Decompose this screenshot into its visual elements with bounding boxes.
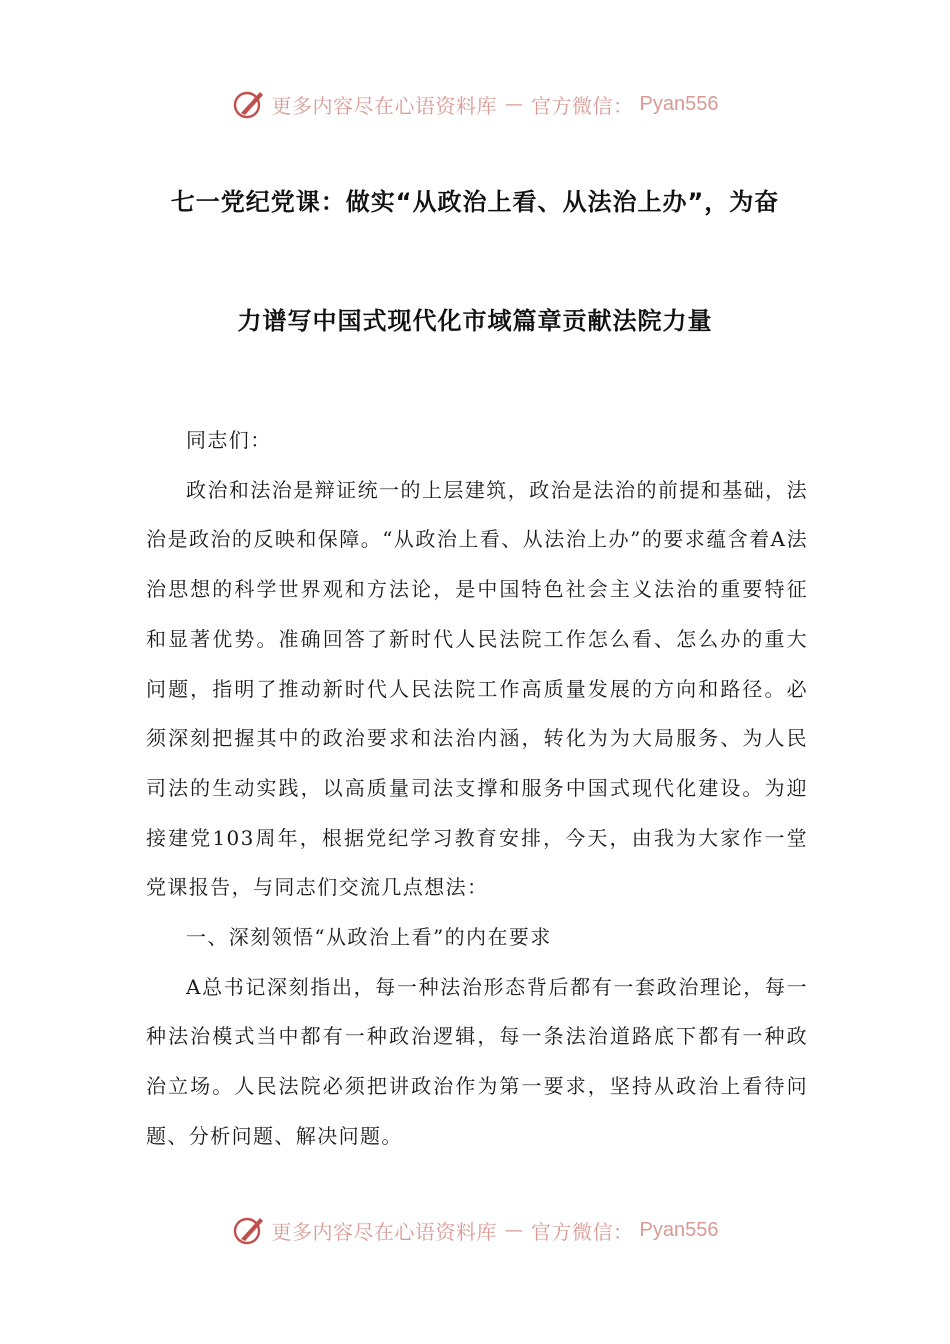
document-body [146, 416, 808, 1162]
quill-logo-icon [232, 87, 266, 121]
watermark-site-text: 更多内容尽在心语资料库 [271, 1219, 498, 1244]
greeting: 同志们： [186, 428, 272, 452]
watermark-site-text: 更多内容尽在心语资料库 [271, 93, 498, 118]
watermark-separator: — [505, 1219, 524, 1241]
watermark-separator: — [505, 93, 524, 115]
header-watermark [0, 86, 950, 122]
document-title-line-2: 力谱写中国式现代化市域篇章贡献法院力量 [237, 307, 713, 335]
watermark-contact-text: 官方微信： [531, 1219, 634, 1244]
watermark-wechat-id: Pyan556 [639, 1218, 719, 1241]
watermark-wechat-id: Pyan556 [639, 92, 719, 115]
quill-logo-icon [232, 1213, 266, 1247]
paragraph: A总书记深刻指出，每一种法治形态背后都有一套政治理论，每一种法治模式当中都有一种政治逻辑，每一条法治道路底下都有一种政治立场。人民法院必须把讲政治作为第一要求，坚持从政治上看待问题、分析问题、解决问题。 [146, 974, 808, 1148]
paragraph: 政治和法治是辩证统一的上层建筑，政治是法治的前提和基础，法治是政治的反映和保障。“从政治上看、从法治上办”的要求蕴含着A法治思想的科学世界观和方法论，是中国特色社会主义法治的重要特征和显著优势。准确回答了新时代人民法院工作怎么看、怎么办的重大问题，指明了推动新时代人民法院工作高质量发展的方向和路径。必须深刻把握其中的政治要求和法治内涵，转化为为大局服务、为人民司法的生动实践，以高质量司法支撑和服务中国式现代化建设。为迎接建党103周年，根据党纪学习教育安排，今天，由我为大家作一堂党课报告，与同志们交流几点想法： [146, 477, 808, 900]
section-heading: 一、深刻领悟“从政治上看”的内在要求 [186, 925, 552, 950]
watermark-contact-text: 官方微信： [531, 93, 634, 118]
document-title-line-1: 七一党纪党课：做实“从政治上看、从法治上办”，为奋 [170, 188, 780, 216]
footer-watermark [0, 1212, 950, 1248]
